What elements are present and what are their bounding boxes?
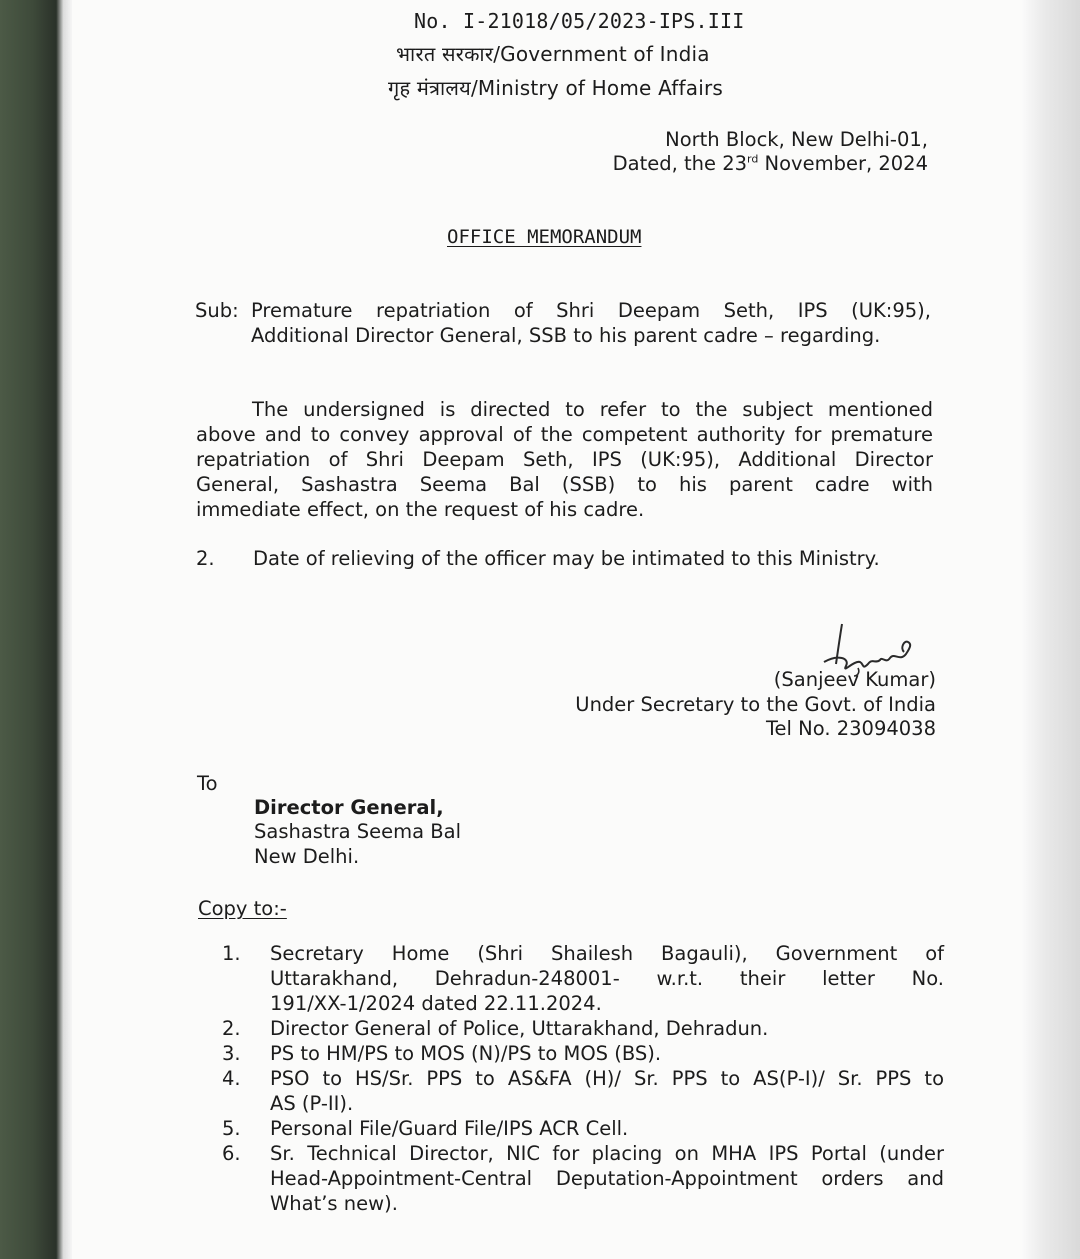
list-item xyxy=(222,1066,944,1116)
paragraph-1-line: The undersigned is directed to refer to the subject mentioned xyxy=(252,398,933,421)
list-item-number: 1. xyxy=(222,942,241,965)
list-item-line: 191/XX-1/2024 dated 22.11.2024. xyxy=(270,992,602,1015)
list-item-text xyxy=(270,941,944,1016)
copy-to-label: Copy to:- xyxy=(198,897,287,920)
list-item-line: Director General of Police, Uttarakhand, Dehradun. xyxy=(270,1017,769,1040)
paragraph-1-line: General, Sashastra Seema Bal (SSB) to his parent cadre with xyxy=(196,473,933,496)
list-item-text xyxy=(270,1066,944,1116)
list-item-number: 5. xyxy=(222,1117,241,1140)
addressee-organisation: Sashastra Seema Bal xyxy=(254,820,462,843)
paragraph-1-line: immediate effect, on the request of his cadre. xyxy=(196,498,645,521)
list-item-number: 4. xyxy=(222,1067,241,1090)
photo-background-right xyxy=(1022,0,1080,1259)
signatory-designation: Under Secretary to the Govt. of India xyxy=(575,693,936,716)
subject-label: Sub: xyxy=(195,299,239,322)
place-line: North Block, New Delhi-01, xyxy=(665,128,928,151)
list-item-line: Head-Appointment-Central Deputation-Appointment orders and xyxy=(270,1167,944,1190)
subject-line-2: Additional Director General, SSB to his parent cadre – regarding. xyxy=(251,324,881,347)
date-line xyxy=(613,152,928,175)
list-item-line: What’s new). xyxy=(270,1192,398,1215)
date-suffix: November, 2024 xyxy=(758,152,928,175)
list-item-line: Sr. Technical Director, NIC for placing on MHA IPS Portal (under xyxy=(270,1142,944,1165)
addressee-name: Director General, xyxy=(254,796,444,819)
addressee-city: New Delhi. xyxy=(254,845,360,868)
list-item-number: 6. xyxy=(222,1142,241,1165)
copy-to-list xyxy=(222,941,944,1216)
paragraph-2-number: 2. xyxy=(196,547,215,570)
list-item xyxy=(222,1141,944,1216)
list-item-text xyxy=(270,1016,944,1041)
list-item xyxy=(222,1016,944,1041)
list-item-line: AS (P-II). xyxy=(270,1092,354,1115)
paragraph-1-line: repatriation of Shri Deepam Seth, IPS (UK:95), Additional Director xyxy=(196,448,933,471)
list-item-number: 3. xyxy=(222,1042,241,1065)
ministry-line: गृह मंत्रालय/Ministry of Home Affairs xyxy=(388,76,723,100)
list-item-line: PS to HM/PS to MOS (N)/PS to MOS (BS). xyxy=(270,1042,662,1065)
list-item-number: 2. xyxy=(222,1017,241,1040)
date-superscript: rd xyxy=(747,152,759,166)
list-item-line: Personal File/Guard File/IPS ACR Cell. xyxy=(270,1117,629,1140)
file-number: No. I-21018/05/2023-IPS.III xyxy=(414,9,745,33)
list-item-line: Uttarakhand, Dehradun-248001- w.r.t. their letter No. xyxy=(270,967,944,990)
paragraph-1 xyxy=(196,397,933,522)
paragraph-2-text: Date of relieving of the officer may be intimated to this Ministry. xyxy=(253,547,880,570)
signatory-telephone: Tel No. 23094038 xyxy=(765,717,936,740)
subject-line-1: Premature repatriation of Shri Deepam Seth, IPS (UK:95), xyxy=(251,299,931,322)
photo-background-left xyxy=(0,0,72,1259)
list-item-text xyxy=(270,1116,944,1141)
paragraph-1-line: above and to convey approval of the competent authority for premature xyxy=(196,423,933,446)
list-item-line: PSO to HS/Sr. PPS to AS&FA (H)/ Sr. PPS to AS(P-I)/ Sr. PPS to xyxy=(270,1067,944,1090)
list-item-line: Secretary Home (Shri Shailesh Bagauli), Government of xyxy=(270,942,944,965)
memo-title: OFFICE MEMORANDUM xyxy=(447,226,642,248)
to-label: To xyxy=(197,772,218,795)
list-item-text xyxy=(270,1141,944,1216)
list-item-text xyxy=(270,1041,944,1066)
government-line: भारत सरकार/Government of India xyxy=(396,42,710,66)
list-item xyxy=(222,941,944,1016)
list-item xyxy=(222,1041,944,1066)
date-prefix: Dated, the 23 xyxy=(612,152,748,175)
list-item xyxy=(222,1116,944,1141)
signatory-name: (Sanjeev Kumar) xyxy=(773,668,936,691)
